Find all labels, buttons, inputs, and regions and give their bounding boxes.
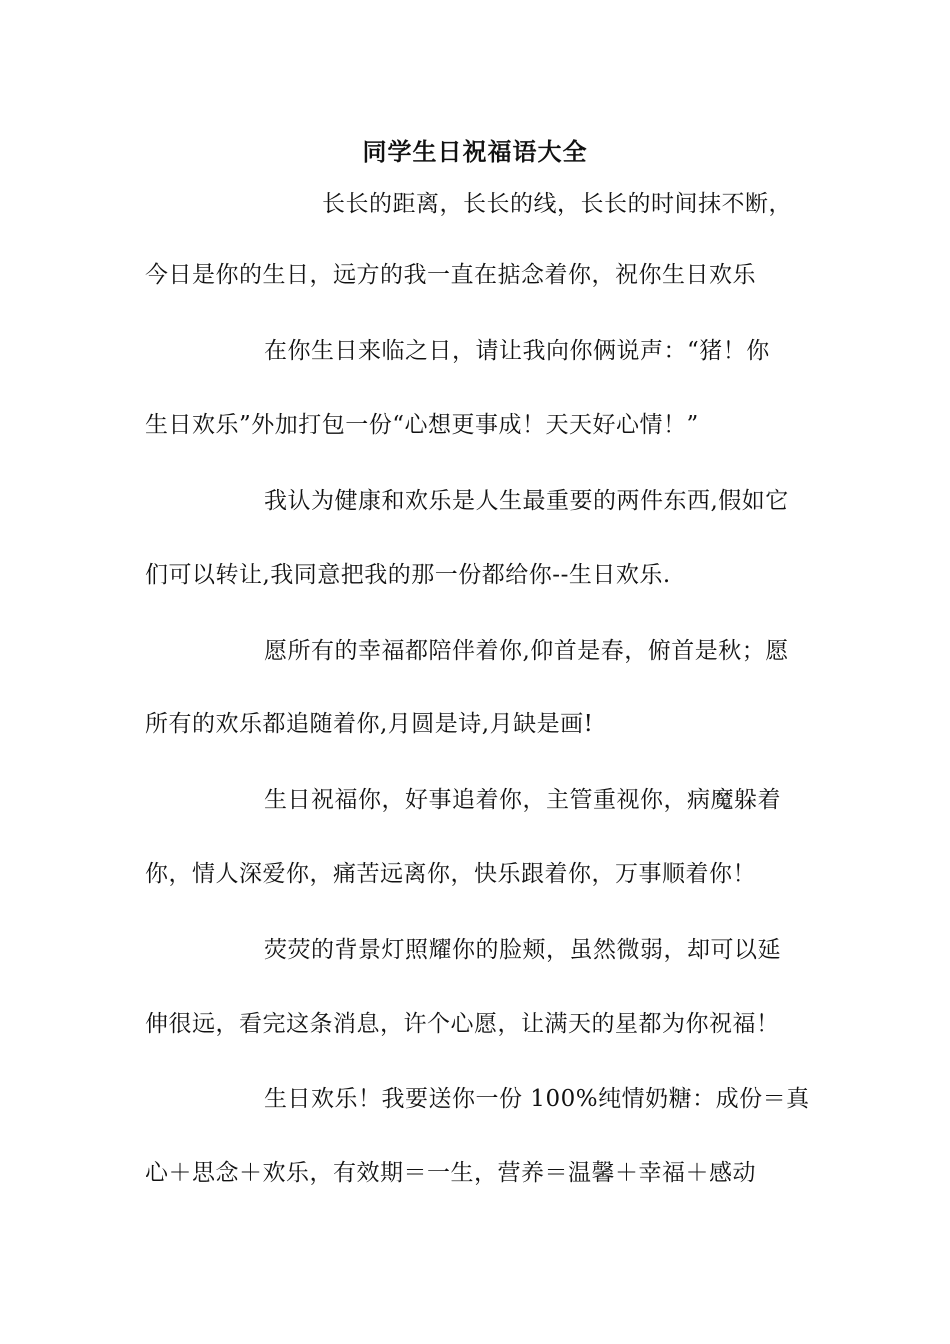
paragraph-5-line-1: 生日祝福你，好事追着你，主管重视你，病魔躲着: [264, 787, 781, 813]
paragraph-5-line-2: 你，情人深爱你，痛苦远离你，快乐跟着你，万事顺着你！: [145, 861, 756, 887]
paragraph-6-line-1: 荧荧的背景灯照耀你的脸颊，虽然微弱，却可以延: [264, 937, 781, 963]
paragraph-3-line-2: 们可以转让,我同意把我的那一份都给你--生日欢乐.: [145, 562, 671, 588]
paragraph-7-line-1: 生日欢乐！我要送你一份 100%纯情奶糖：成份＝真: [264, 1086, 810, 1112]
paragraph-1-line-1: 长长的距离，长长的线，长长的时间抹不断，: [322, 191, 792, 217]
paragraph-4-line-1: 愿所有的幸福都陪伴着你,仰首是春，俯首是秋；愿: [264, 638, 789, 664]
paragraph-6-line-2: 伸很远，看完这条消息，许个心愿，让满天的星都为你祝福！: [145, 1011, 780, 1037]
paragraph-2-line-1: 在你生日来临之日，请让我向你俩说声：“猪！你: [264, 338, 770, 364]
document-title: 同学生日祝福语大全: [362, 137, 588, 166]
paragraph-4-line-2: 所有的欢乐都追随着你,月圆是诗,月缺是画!: [145, 711, 594, 737]
paragraph-1-line-2: 今日是你的生日，远方的我一直在掂念着你，祝你生日欢乐: [145, 262, 756, 288]
paragraph-3-line-1: 我认为健康和欢乐是人生最重要的两件东西,假如它: [264, 488, 789, 514]
paragraph-7-line-2: 心＋思念＋欢乐，有效期＝一生，营养＝温馨＋幸福＋感动: [145, 1160, 756, 1186]
paragraph-2-line-2: 生日欢乐”外加打包一份“心想更事成！天天好心情！”: [145, 412, 699, 438]
